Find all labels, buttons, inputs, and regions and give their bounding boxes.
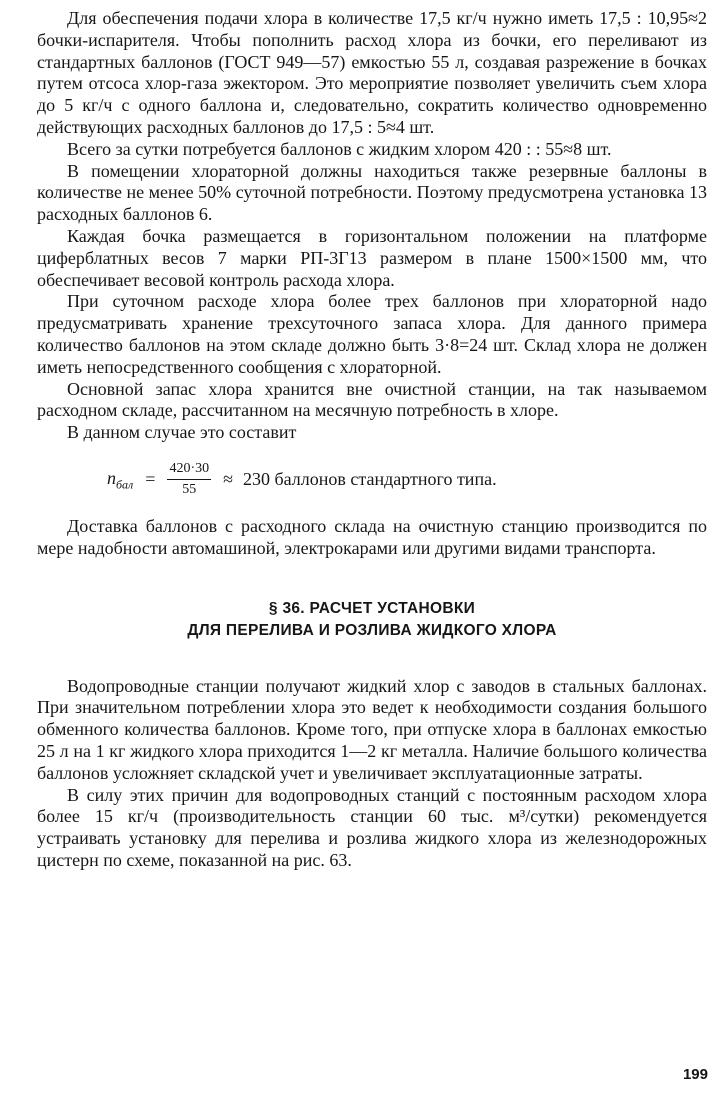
- paragraph: В данном случае это составит: [67, 422, 297, 443]
- formula-equals: =: [145, 469, 156, 490]
- paragraph: В помещении хлораторной должны находиться также резервные баллоны в количестве не менее 50% суточной потребности. Поэтому предусмотрена установка 13 расходных баллонов 6.: [37, 160, 707, 225]
- section-heading-line-2: ДЛЯ ПЕРЕЛИВА И РОЗЛИВА ЖИДКОГО ХЛОРА: [187, 621, 557, 639]
- formula-approx: ≈: [223, 469, 233, 490]
- cylinder-count-formula: [107, 454, 707, 506]
- paragraph: В силу этих причин для водопроводных станций с постоянным расходом хлора более 15 кг/ч (производительность станции 60 тыс. м³/сутки) рекомендуется устраивать установку для перелива и розлива жидкого хлора из железнодорожных цистерн по схеме, показанной на рис. 63.: [37, 784, 707, 870]
- formula-lhs: [107, 468, 133, 493]
- paragraph: Доставка баллонов с расходного склада на очистную станцию производится по мере надобности автомашиной, электрокарами или другими видами транспорта.: [37, 515, 707, 558]
- paragraph: При суточном расходе хлора более трех баллонов при хлораторной надо предусматривать хранение трехсуточного запаса хлора. Для данного примера количество баллонов на этом складе должно быть 3·8=24 шт. Склад хлора не должен иметь непосредственного сообщения с хлораторной.: [37, 291, 707, 377]
- formula-result: 230 баллонов стандартного типа.: [243, 469, 497, 490]
- paragraph: Водопроводные станции получают жидкий хлор с заводов в стальных баллонах. При значительном потреблении хлора это ведет к необходимости создания большого обменного количества баллонов. Кроме того, при отпуске хлора в баллонах емкостью 25 л на 1 кг жидкого хлора приходится 1—2 кг металла. Наличие большого количества баллонов усложняет складской учет и увеличивает эксплуатационные затраты.: [37, 675, 707, 783]
- formula-subscript: бал: [116, 477, 134, 492]
- page-number: 199: [682, 1066, 708, 1083]
- page-body: [37, 8, 707, 872]
- paragraph: Для обеспечения подачи хлора в количестве 17,5 кг/ч нужно иметь 17,5 : 10,95≈2 бочки-испарителя. Чтобы пополнить расход хлора из бочки, его переливают из стандартных баллонов (ГОСТ 949—57) емкостью 55 л, создавая разрежение в бочках путем отсоса хлор-газа эжектором. Это мероприятие позволяет увеличить съем хлора до 5 кг/ч с одного баллона и, следовательно, сократить количество одновременно действующих расходных баллонов до 17,5 : 5≈4 шт.: [37, 8, 707, 137]
- paragraph: Основной запас хлора хранится вне очистной станции, на так называемом расходном складе, рассчитанном на месячную потребность в хлоре.: [37, 378, 707, 421]
- formula-numerator: 420·30: [167, 461, 211, 480]
- formula-variable: n: [107, 467, 116, 488]
- formula-denominator: 55: [182, 482, 197, 498]
- paragraph: Всего за сутки потребуется баллонов с жидким хлором 420 : : 55≈8 шт.: [67, 138, 612, 159]
- formula-fraction: [167, 461, 211, 498]
- paragraph: Каждая бочка размещается в горизонтальном положении на платформе циферблатных весов 7 марки РП-3Г13 размером в плане 1500×1500 мм, что обеспечивает весовой контроль расхода хлора.: [37, 225, 707, 290]
- section-heading-line-1: § 36. РАСЧЕТ УСТАНОВКИ: [268, 599, 476, 617]
